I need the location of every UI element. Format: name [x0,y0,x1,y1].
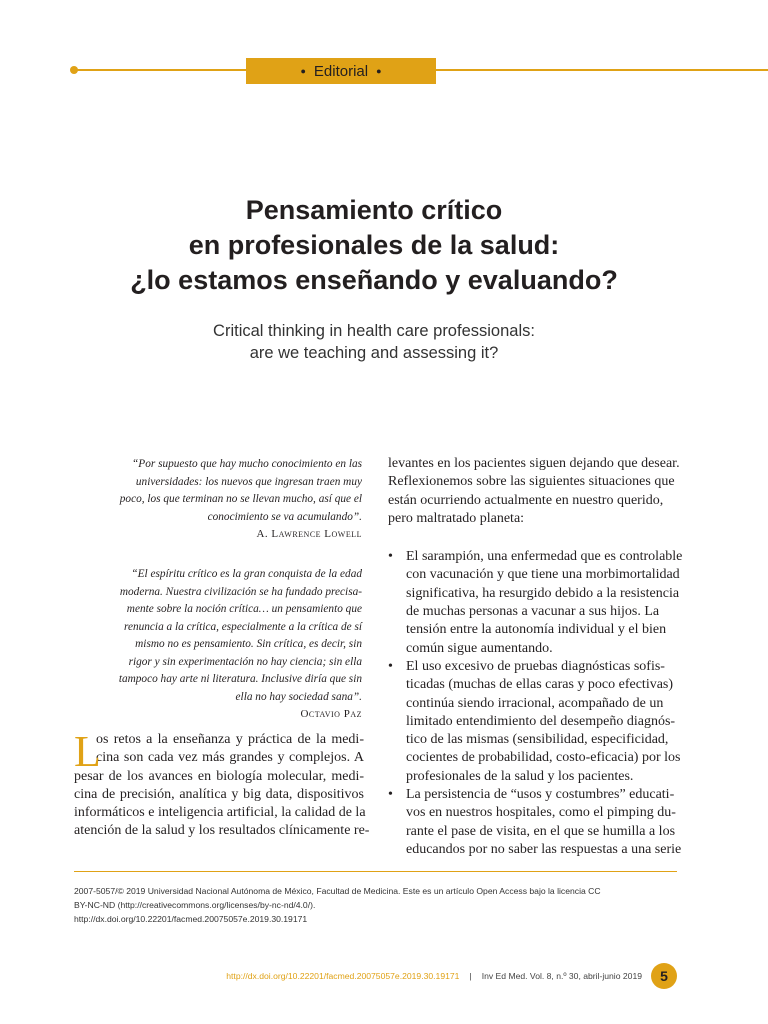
body-line: de muchas personas a vacunar a sus hijos. La [406,604,660,620]
journal-citation: Inv Ed Med. Vol. 8, n.º 30, abril-junio 2019 [481,971,642,981]
epigraph-line: rigor y sin experimentación no hay ciencia; sin ella [128,655,362,668]
epigraph-line: “El espíritu crítico es la gran conquista de la edad [131,568,362,580]
bullet-icon: • [388,658,393,674]
body-line: os retos a la enseñanza y práctica de la medi- [96,732,364,747]
title-line: Pensamiento crítico [245,195,503,225]
body-column-right [388,455,683,859]
license-note [74,884,684,926]
body-line: levantes en los pacientes siguen dejando que desear. [388,456,680,471]
epigraph-line: “Por supuesto que hay mucho conocimiento en las [132,458,362,470]
license-line[interactable]: BY-NC-ND (http://creativecommons.org/licenses/by-nc-nd/4.0/). [74,900,316,910]
body-column-left [74,727,370,841]
bullet-dot-icon: ● [376,65,382,76]
bullet-icon: • [388,787,393,803]
bullet-item [388,658,681,786]
body-line: Reflexionemos sobre las siguientes situaciones que [388,474,675,490]
title-line: ¿lo estamos enseñando y evaluando? [130,265,618,295]
epigraph-author: Octavio Paz [300,708,362,720]
bullet-item [388,786,682,859]
body-line: rante el pase de visita, en el que se humilla a los [406,823,676,839]
body-line: común sigue aumentando. [406,640,553,656]
body-line: atención de la salud y los resultados clínicamente re- [74,823,370,839]
intro-paragraph [388,455,680,528]
body-line: continúa siendo irracional, acompañado de un [406,695,664,711]
body-line: El sarampión, una enfermedad que es controlable [406,549,683,565]
header-rule-dot [70,66,78,74]
license-line: 2007-5057/© 2019 Universidad Nacional Autónoma de México, Facultad de Medicina. Este es un artículo Open Access bajo la licencia CC [74,886,601,896]
article-subtitle [60,320,688,364]
article-title [60,193,688,298]
epigraph-line: mente sobre la noción crítica… un pensamiento que [126,603,362,615]
section-label: Editorial [313,62,369,80]
epigraph-line: conocimiento se va acumulando”. [207,510,362,523]
epigraphs [112,456,362,722]
title-line: en profesionales de la salud: [188,230,560,260]
epigraph-quote [112,566,362,706]
section-badge [246,58,436,84]
running-footer [226,971,642,981]
body-line: profesionales de la salud y los pacientes. [406,768,634,784]
page-number: 5 [651,963,677,989]
epigraph-line: universidades: los nuevos que ingresan traen muy [135,475,362,488]
body-line: limitado entendimiento del desempeño diagnós- [406,713,676,729]
body-line: informáticos e inteligencia artificial, la calidad de la [74,805,366,821]
body-line: tensión entre la autonomía individual y el bien [406,622,667,638]
body-line: pesar de los avances en biología molecular, medi- [74,768,364,784]
epigraph-line: renuncia a la crítica, especialmente a la crítica de sí [123,620,362,633]
body-line: tico de las mismas (sensibilidad, especificidad, [406,732,669,748]
body-line: El uso excesivo de pruebas diagnósticas sofis- [406,658,665,674]
bullet-list [388,548,683,859]
bullet-item [388,548,683,658]
body-line: cocientes de probabilidad, costo-eficacia) por los [406,750,681,766]
subtitle-line: are we teaching and assessing it? [249,344,499,362]
subtitle-line: Critical thinking in health care professionals: [213,322,535,340]
body-line: ticadas (muchas de ellas caras y poco efectivas) [406,677,674,693]
footer-rule [74,871,677,872]
body-line: pero maltratado planeta: [388,510,525,526]
body-line: con vacunación y que tiene una morbimortalidad [406,567,680,583]
epigraph-line: mismo no es pensamiento. Sin crítica, es decir, sin [135,638,362,650]
body-line: educandos por no saber las respuestas a una serie [406,841,682,857]
drop-cap: L [74,727,101,776]
body-line: cina de precisión, analítica y big data, dispositivos [74,786,364,802]
epigraph-line: ella no hay sociedad sana”. [235,690,362,703]
epigraph-line: poco, los que terminan no se llevan mucho, así que el [119,493,362,505]
epigraph-quote [112,456,362,526]
epigraph-line: moderna. Nuestra civilización se ha fundado precisa- [119,585,362,598]
epigraph-line: tampoco hay arte ni literatura. Inclusive diría que sin [118,673,362,685]
body-line: vos en nuestros hospitales, como el pimping du- [406,805,676,821]
body-line: cina son cada vez más grandes y complejos. A [96,750,364,766]
body-line: están ocurriendo actualmente en nuestro querido, [388,492,664,508]
footer-separator: | [469,971,472,981]
body-line: La persistencia de “usos y costumbres” educati- [406,787,675,803]
bullet-icon: • [388,549,393,565]
license-line[interactable]: http://dx.doi.org/10.22201/facmed.20075057e.2019.30.19171 [74,914,308,924]
epigraph-author: A. Lawrence Lowell [256,528,362,540]
bullet-dot-icon: ● [300,65,306,76]
doi-link[interactable]: http://dx.doi.org/10.22201/facmed.20075057e.2019.30.19171 [226,971,460,981]
body-line: significativa, ha resurgido debido a la resistencia [406,585,680,601]
